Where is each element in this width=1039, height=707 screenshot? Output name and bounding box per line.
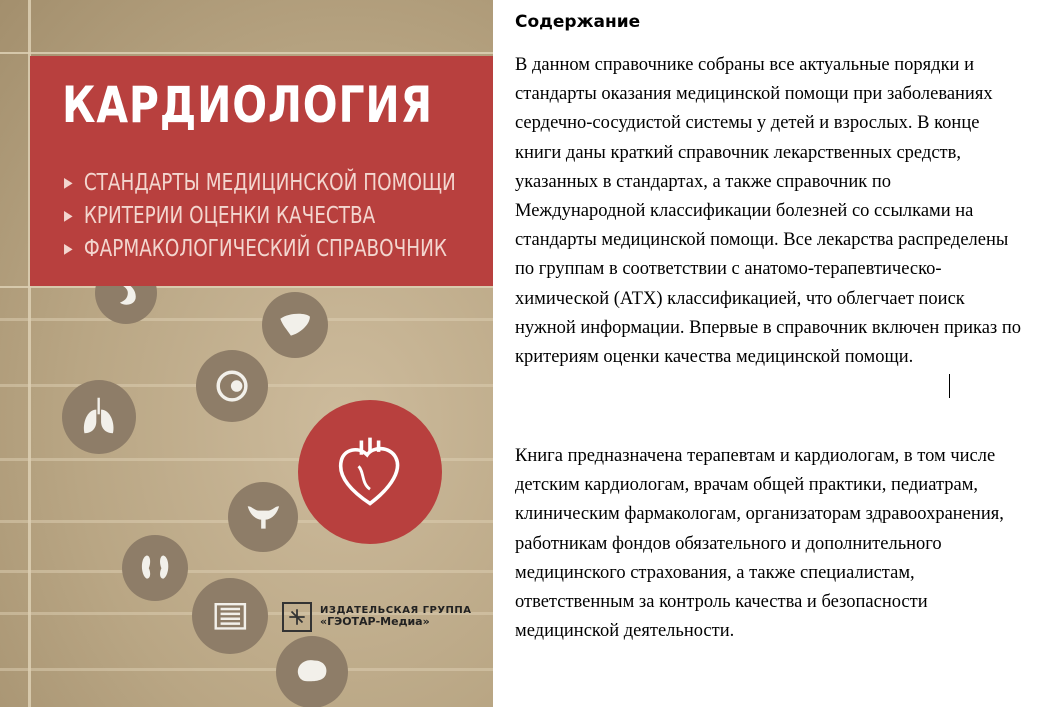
description-paragraph: В данном справочнике собраны все актуальные порядки и стандарты оказания медицинской помощи при заболеваниях сердечно-сосудистой системы у детей и взрослых. В конце книги даны краткий справочник лекарственных средств, указанных в стандартах, а также справочник по Международной классификации болезней со ссылками на стандарты медицинской помощи. Все лекарства распределены по группам в соответствии с анатомо-терапевтическо-химической (АТХ) классификацией, что облегчает поиск нужной информации. Впервые в справочник включен приказ по критериям оценки качества медицинской помощи. [515, 55, 1022, 368]
description-paragraph: Книга предназначена терапевтам и кардиологам, в том числе детским кардиологам, врачам общей практики, педиатрам, клиническим фармакологам, организаторам здравоохранения, работникам фондов обязательного и дополнительного медицинского страхования, а также специалистам, ответственным за контроль качества и безопасности медицинской деятельности. [515, 446, 1004, 642]
cover-bullet-label: КРИТЕРИИ ОЦЕНКИ КАЧЕСТВА [83, 203, 376, 229]
eye-icon [196, 350, 268, 422]
brain-icon [276, 636, 348, 707]
book-cover-image [0, 0, 493, 707]
cover-bullet [64, 170, 456, 196]
heart-icon [298, 400, 442, 544]
publisher-logo-block [282, 602, 472, 632]
cover-bullet-label: СТАНДАРТЫ МЕДИЦИНСКОЙ ПОМОЩИ [83, 170, 456, 196]
intestines-icon [192, 578, 268, 654]
cover-stripe [0, 570, 493, 573]
section-heading: Содержание [515, 12, 641, 32]
liver-icon [262, 292, 328, 358]
cover-stripe [0, 668, 493, 671]
text-cursor [949, 374, 950, 398]
cover-bullet-label: ФАРМАКОЛОГИЧЕСКИЙ СПРАВОЧНИК [83, 236, 447, 262]
cover-grid-line [0, 52, 493, 54]
cover-stripe [0, 318, 493, 321]
publisher-logo-icon [282, 602, 312, 632]
publisher-name-line2: «ГЭОТАР-Медиа» [320, 615, 430, 629]
cover-bullet [64, 236, 447, 262]
triangle-icon: ▶ [64, 208, 73, 224]
kidneys-icon [122, 535, 188, 601]
publisher-name-line1: ИЗДАТЕЛЬСКАЯ ГРУППА [320, 604, 472, 616]
triangle-icon: ▶ [64, 175, 73, 191]
cover-grid-line [0, 286, 493, 288]
cover-title: КАРДИОЛОГИЯ [62, 76, 433, 134]
triangle-icon: ▶ [64, 241, 73, 257]
cover-bullet [64, 203, 375, 229]
lungs-icon [62, 380, 136, 454]
uterus-icon [228, 482, 298, 552]
